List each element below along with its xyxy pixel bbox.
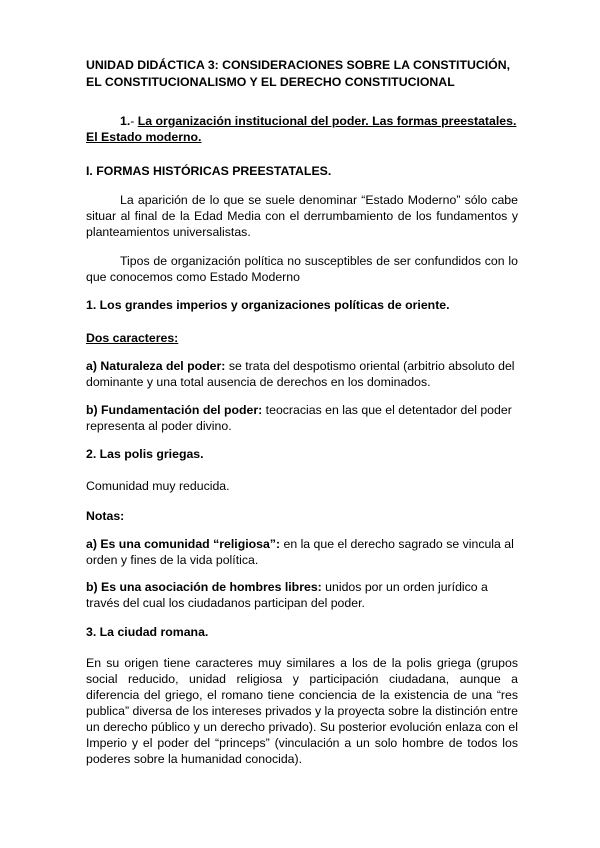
subtitle-text: La organización institucional del poder. Las formas preestatales. El Estado moderno. (86, 114, 517, 144)
title-line-1: UNIDAD DIDÁCTICA 3: CONSIDERACIONES SOBRE LA CONSTITUCIÓN, (86, 58, 511, 72)
subtitle (86, 113, 518, 145)
caracter-b-label: b) Fundamentación del poder: (86, 403, 263, 417)
subtitle-number: 1. (120, 114, 131, 128)
nota-b-text: unidos por un orden jurídico a través del cual los ciudadanos participan del poder. (86, 580, 488, 610)
roma-paragraph: En su origen tiene caracteres muy similares a los de la polis griega (grupos social reducido, unidad religiosa y participación ciudadana, aunque a diferencia del griego, el romano tiene conciencia de la existencia de una “res publica” diversa de los intereses privados y la proyecta sobre la distinción entre un derecho público y un derecho privado). Su posterior evolución enlaza con el Imperio y el poder del “princeps” (vinculación a un solo hombre de todos los poderes sobre la humanidad conocida). (86, 656, 518, 766)
nota-a (86, 536, 518, 568)
section-heading: I. FORMAS HISTÓRICAS PREESTATALES. (86, 164, 332, 178)
nota-b (86, 579, 518, 611)
heading-polis: 2. Las polis griegas. (86, 447, 204, 461)
intro-paragraph-2: Tipos de organización política no susceptibles de ser confundidos con lo que conocemos como Estado Moderno (86, 254, 518, 284)
heading-roma: 3. La ciudad romana. (86, 625, 209, 639)
caracter-b-text: teocracias en las que el detentador del poder representa al poder divino. (86, 403, 512, 433)
subtitle-dash: - (130, 114, 138, 128)
document-title (86, 57, 518, 91)
caracter-a-text: se trata del despotismo oriental (arbitrio absoluto del dominante y una total ausencia de derechos en los dominados. (86, 359, 515, 389)
dos-caracteres-label: Dos caracteres: (86, 331, 179, 345)
nota-a-text: en la que el derecho sagrado se vincula al orden y fines de la vida política. (86, 537, 514, 567)
caracter-b (86, 402, 518, 434)
caracter-a-label: a) Naturaleza del poder: (86, 359, 226, 373)
nota-a-label: a) Es una comunidad “religiosa”: (86, 537, 281, 551)
caracter-a (86, 358, 518, 390)
polis-paragraph: Comunidad muy reducida. (86, 479, 230, 493)
nota-b-label: b) Es una asociación de hombres libres: (86, 580, 322, 594)
title-line-2: EL CONSTITUCIONALISMO Y EL DERECHO CONSTITUCIONAL (86, 75, 455, 89)
intro-paragraph-1: La aparición de lo que se suele denominar “Estado Moderno” sólo cabe situar al final de la Edad Media con el derrumbamiento de los fundamentos y planteamientos universalistas. (86, 193, 518, 239)
heading-imperios: 1. Los grandes imperios y organizaciones políticas de oriente. (86, 298, 450, 312)
notas-label: Notas: (86, 509, 125, 523)
